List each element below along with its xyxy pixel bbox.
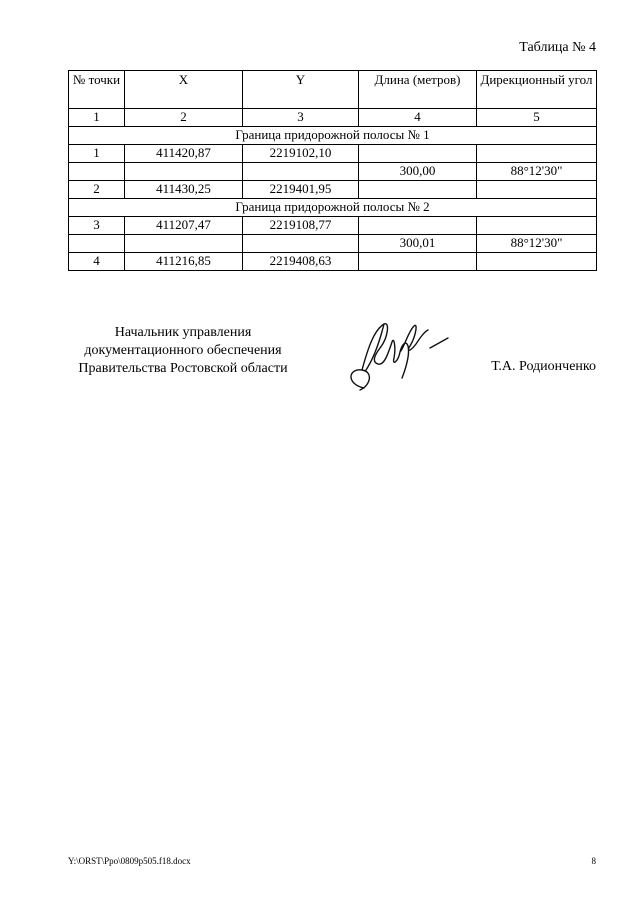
handwritten-signature [344,318,454,396]
column-number: 5 [477,109,597,127]
signatory-name: Т.А. Родионченко [491,359,596,374]
table-row [69,217,597,235]
page-number: 8 [591,856,596,866]
table-cell [125,235,243,253]
table-cell [125,163,243,181]
table-cell: 1 [69,145,125,163]
table-row [69,145,597,163]
table-cell: 2 [69,181,125,199]
table-cell: 411207,47 [125,217,243,235]
table-cell: 2219102,10 [243,145,359,163]
table-cell [359,181,477,199]
table-cell: 88°12'30" [477,235,597,253]
table-cell: 411216,85 [125,253,243,271]
table-cell: 4 [69,253,125,271]
column-number-row [69,109,597,127]
position-line: документационного обеспечения [84,343,282,358]
table-cell [477,253,597,271]
column-number: 3 [243,109,359,127]
signatory-position [68,324,298,378]
table-row [69,235,597,253]
table-row [69,253,597,271]
position-line: Правительства Ростовской области [78,361,288,376]
table-cell [359,145,477,163]
table-cell: 411430,25 [125,181,243,199]
table-header-row [69,71,597,109]
section-title: Граница придорожной полосы № 1 [69,127,597,145]
table-cell: 2219408,63 [243,253,359,271]
column-number: 2 [125,109,243,127]
table-caption: Таблица № 4 [519,40,596,55]
table-cell: 88°12'30" [477,163,597,181]
table-cell: 2219401,95 [243,181,359,199]
section-title: Граница придорожной полосы № 2 [69,199,597,217]
coordinates-table [68,70,597,271]
table-cell [243,163,359,181]
table-cell: 300,01 [359,235,477,253]
table-row [69,163,597,181]
column-number: 1 [69,109,125,127]
section-row [69,127,597,145]
section-row [69,199,597,217]
table-cell: 2219108,77 [243,217,359,235]
table-cell [477,145,597,163]
table-cell: 300,00 [359,163,477,181]
table-row [69,181,597,199]
table-cell: 411420,87 [125,145,243,163]
column-header: Длина (метров) [359,71,477,109]
column-header: № точки [69,71,125,109]
column-header: Y [243,71,359,109]
table-cell [69,235,125,253]
table-cell [477,217,597,235]
table-cell: 3 [69,217,125,235]
column-number: 4 [359,109,477,127]
table-cell [477,181,597,199]
table-cell [359,217,477,235]
footer-file-path: Y:\ORST\Ppo\0809p505.f18.docx [68,856,191,866]
column-header: Дирекционный угол [477,71,597,109]
position-line: Начальник управления [114,325,252,340]
table-cell [69,163,125,181]
table-cell [243,235,359,253]
column-header: X [125,71,243,109]
table-cell [359,253,477,271]
